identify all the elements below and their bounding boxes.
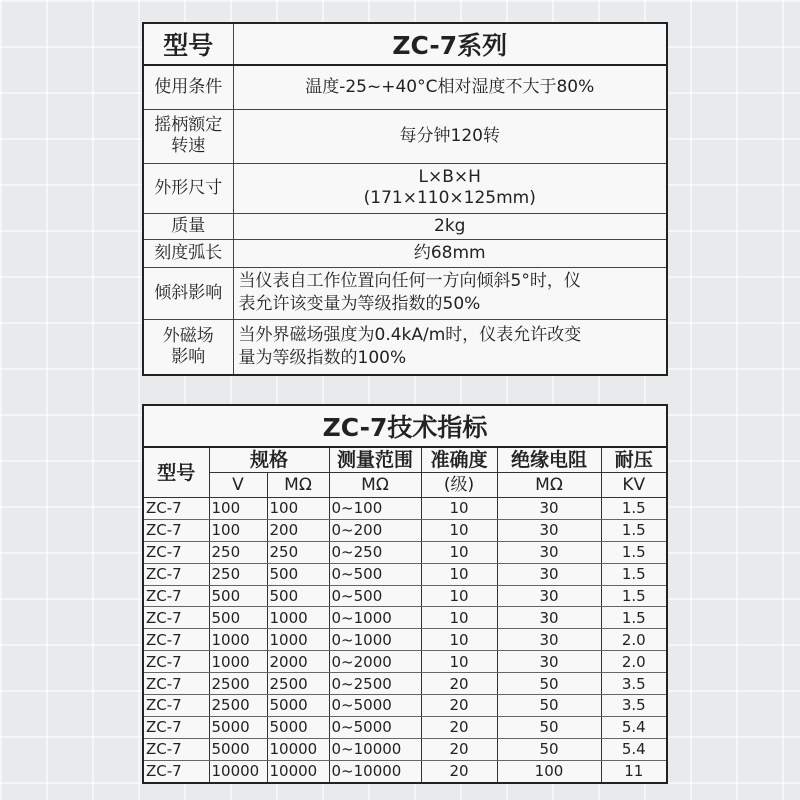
cell-insulation: 30 [497,541,601,563]
header-model: 型号 [143,447,209,498]
spec-row-label [143,163,233,213]
cell-range: 0~500 [329,563,421,585]
cell-withstand: 1.5 [601,607,667,629]
cell-model: ZC-7 [143,498,209,520]
cell-insulation: 30 [497,651,601,673]
cell-spec-v: 500 [209,607,267,629]
cell-accuracy: 20 [421,673,497,695]
cell-range: 0~100 [329,498,421,520]
spec-row [143,239,667,267]
spec-row-value [233,109,667,163]
spec-value-line: 当仪表自工作位置向任何一方向倾斜5°时，仪 [238,271,581,291]
cell-range: 0~2000 [329,651,421,673]
cell-accuracy: 10 [421,651,497,673]
spec-row [143,163,667,213]
cell-spec-v: 10000 [209,760,267,782]
spec-row [143,213,667,239]
cell-spec-mohm: 1000 [267,629,329,651]
cell-withstand: 3.5 [601,695,667,717]
cell-insulation: 30 [497,563,601,585]
spec-label-line: 使用条件 [154,76,223,97]
table-row [143,607,667,629]
spec-row-label [143,267,233,319]
cell-withstand: 5.4 [601,716,667,738]
spec-value-line: (171×110×125mm) [363,188,536,208]
cell-withstand: 1.5 [601,519,667,541]
cell-model: ZC-7 [143,716,209,738]
cell-range: 0~1000 [329,607,421,629]
cell-withstand: 11 [601,760,667,782]
cell-accuracy: 10 [421,519,497,541]
cell-spec-mohm: 250 [267,541,329,563]
spec-value-line: 当外界磁场强度为0.4kA/m时，仪表允许改变 [238,324,582,345]
cell-withstand: 5.4 [601,738,667,760]
spec-header-row [143,23,667,65]
spec-row [143,319,667,375]
cell-model: ZC-7 [143,760,209,782]
cell-spec-v: 2500 [209,673,267,695]
cell-spec-v: 5000 [209,716,267,738]
header-insulation: 绝缘电阻 [497,447,601,473]
cell-insulation: 30 [497,498,601,520]
cell-model: ZC-7 [143,563,209,585]
spec-label-line: 倾斜影响 [154,282,223,303]
cell-range: 0~200 [329,519,421,541]
tech-title-row [143,405,667,447]
cell-withstand: 3.5 [601,673,667,695]
cell-range: 0~10000 [329,760,421,782]
cell-spec-v: 250 [209,563,267,585]
cell-accuracy: 20 [421,695,497,717]
spec-row-label [143,109,233,163]
spec-row-value [233,213,667,239]
spec-row-label [143,319,233,375]
cell-accuracy: 10 [421,498,497,520]
cell-range: 0~2500 [329,673,421,695]
tech-subheader-row [143,473,667,498]
cell-spec-v: 250 [209,541,267,563]
header-spec-v: V [209,473,267,498]
cell-spec-mohm: 2500 [267,673,329,695]
cell-spec-v: 100 [209,498,267,520]
spec-row-value [233,267,667,319]
spec-row [143,109,667,163]
cell-range: 0~1000 [329,629,421,651]
cell-insulation: 50 [497,673,601,695]
cell-insulation: 100 [497,760,601,782]
cell-model: ZC-7 [143,651,209,673]
cell-range: 0~250 [329,541,421,563]
cell-model: ZC-7 [143,585,209,607]
spec-value-line: 量为等级指数的100% [238,347,407,368]
header-insulation-unit: MΩ [497,473,601,498]
cell-withstand: 2.0 [601,651,667,673]
spec-label-line: 外磁场 [162,325,214,346]
cell-insulation: 50 [497,695,601,717]
tech-header-row [143,447,667,473]
spec-value-line: 温度-25~+40°C相对湿度不大于80% [305,76,595,97]
table-row [143,716,667,738]
header-range: 测量范围 [329,447,421,473]
cell-spec-mohm: 5000 [267,695,329,717]
tech-table [142,404,668,784]
table-row [143,563,667,585]
cell-accuracy: 20 [421,738,497,760]
cell-spec-mohm: 100 [267,498,329,520]
spec-header-value: ZC-7系列 [233,23,667,65]
spec-row-label [143,213,233,239]
tech-title: ZC-7技术指标 [143,405,667,447]
spec-label-line: 刻度弧长 [154,242,223,263]
cell-spec-v: 5000 [209,738,267,760]
spec-value-line: L×B×H [418,167,481,187]
cell-model: ZC-7 [143,541,209,563]
cell-accuracy: 20 [421,760,497,782]
spec-value-line: 每分钟120转 [399,125,500,146]
cell-withstand: 1.5 [601,541,667,563]
cell-accuracy: 20 [421,716,497,738]
header-accuracy-unit: (级) [421,473,497,498]
cell-spec-mohm: 500 [267,563,329,585]
table-row [143,673,667,695]
table-row [143,651,667,673]
spec-label-line: 转速 [171,136,206,156]
cell-range: 0~500 [329,585,421,607]
spec-header-label: 型号 [143,23,233,65]
cell-spec-mohm: 10000 [267,738,329,760]
spec-label-line: 质量 [171,215,206,236]
cell-range: 0~10000 [329,738,421,760]
cell-model: ZC-7 [143,629,209,651]
cell-spec-mohm: 2000 [267,651,329,673]
cell-insulation: 30 [497,629,601,651]
spec-value-line: 2kg [434,215,466,236]
table-row [143,541,667,563]
spec-row-value [233,319,667,375]
cell-range: 0~5000 [329,716,421,738]
spec-row-label [143,65,233,109]
cell-withstand: 1.5 [601,563,667,585]
cell-spec-v: 2500 [209,695,267,717]
header-spec-mohm: MΩ [267,473,329,498]
header-range-unit: MΩ [329,473,421,498]
cell-model: ZC-7 [143,695,209,717]
spec-label-line: 外形尺寸 [154,177,223,198]
header-withstand: 耐压 [601,447,667,473]
header-accuracy: 准确度 [421,447,497,473]
spec-table [142,22,668,376]
cell-accuracy: 10 [421,563,497,585]
cell-spec-v: 1000 [209,651,267,673]
spec-row [143,267,667,319]
spec-label-line: 影响 [171,346,206,367]
cell-withstand: 1.5 [601,498,667,520]
cell-accuracy: 10 [421,585,497,607]
header-withstand-unit: KV [601,473,667,498]
cell-insulation: 30 [497,607,601,629]
cell-withstand: 1.5 [601,585,667,607]
cell-insulation: 30 [497,585,601,607]
spec-row-value [233,65,667,109]
cell-range: 0~5000 [329,695,421,717]
cell-spec-v: 1000 [209,629,267,651]
table-row [143,629,667,651]
spec-row [143,65,667,109]
table-row [143,695,667,717]
spec-label-line: 摇柄额定 [154,115,223,135]
table-row [143,585,667,607]
table-row [143,498,667,520]
cell-accuracy: 10 [421,607,497,629]
cell-model: ZC-7 [143,607,209,629]
cell-accuracy: 10 [421,629,497,651]
cell-model: ZC-7 [143,673,209,695]
spec-row-value [233,239,667,267]
table-row [143,760,667,782]
cell-insulation: 30 [497,519,601,541]
cell-spec-mohm: 200 [267,519,329,541]
cell-withstand: 2.0 [601,629,667,651]
cell-accuracy: 10 [421,541,497,563]
table-row [143,738,667,760]
cell-model: ZC-7 [143,738,209,760]
spec-row-value [233,163,667,213]
cell-spec-mohm: 500 [267,585,329,607]
cell-spec-mohm: 1000 [267,607,329,629]
cell-spec-mohm: 10000 [267,760,329,782]
cell-insulation: 50 [497,716,601,738]
cell-spec-v: 500 [209,585,267,607]
spec-value-line: 表允许该变量为等级指数的50% [238,294,481,314]
header-spec: 规格 [209,447,329,473]
cell-insulation: 50 [497,738,601,760]
spec-row-label [143,239,233,267]
cell-model: ZC-7 [143,519,209,541]
cell-spec-v: 100 [209,519,267,541]
table-row [143,519,667,541]
cell-spec-mohm: 5000 [267,716,329,738]
spec-value-line: 约68mm [413,242,486,263]
